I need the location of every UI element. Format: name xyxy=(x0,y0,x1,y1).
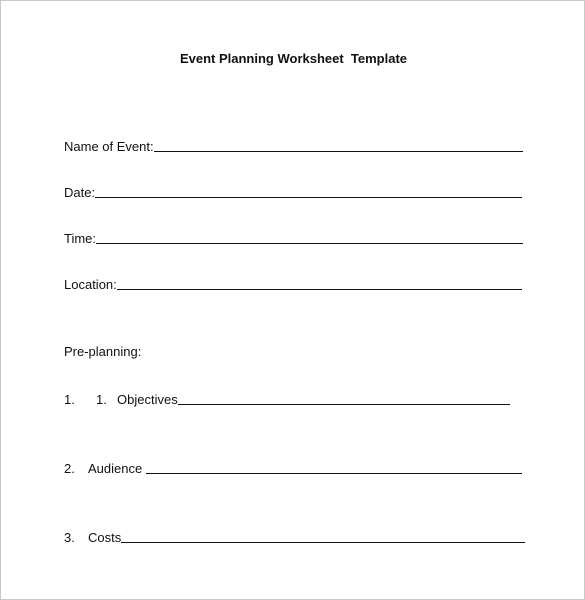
preplanning-item-audience[interactable] xyxy=(64,459,522,477)
item-number: 3. xyxy=(64,530,75,545)
fill-in-line[interactable] xyxy=(178,404,510,405)
field-label: Location: xyxy=(64,277,117,292)
field-label: Date: xyxy=(64,185,96,200)
field-location[interactable] xyxy=(64,275,522,293)
document-title: Event Planning Worksheet Template xyxy=(179,51,408,66)
item-number: 2. xyxy=(64,461,75,476)
field-label: Time: xyxy=(64,231,97,246)
fill-in-line[interactable] xyxy=(95,197,522,198)
item-label: Costs xyxy=(88,530,122,545)
fill-in-line[interactable] xyxy=(154,151,523,152)
item-label: Objectives xyxy=(117,392,178,407)
item-number: 1. xyxy=(96,392,107,407)
preplanning-item-costs[interactable] xyxy=(64,528,525,546)
field-date[interactable] xyxy=(64,183,522,201)
item-label: Audience xyxy=(88,461,143,476)
field-label: Name of Event: xyxy=(64,139,154,154)
field-name-of-event[interactable] xyxy=(64,137,523,155)
fill-in-line[interactable] xyxy=(146,473,522,474)
item-outer-number: 1. xyxy=(64,392,75,407)
fill-in-line[interactable] xyxy=(96,243,523,244)
fill-in-line[interactable] xyxy=(121,542,525,543)
fill-in-line[interactable] xyxy=(117,289,522,290)
field-time[interactable] xyxy=(64,229,523,247)
preplanning-heading: Pre-planning: xyxy=(64,344,142,359)
preplanning-item-objectives[interactable] xyxy=(64,390,510,408)
